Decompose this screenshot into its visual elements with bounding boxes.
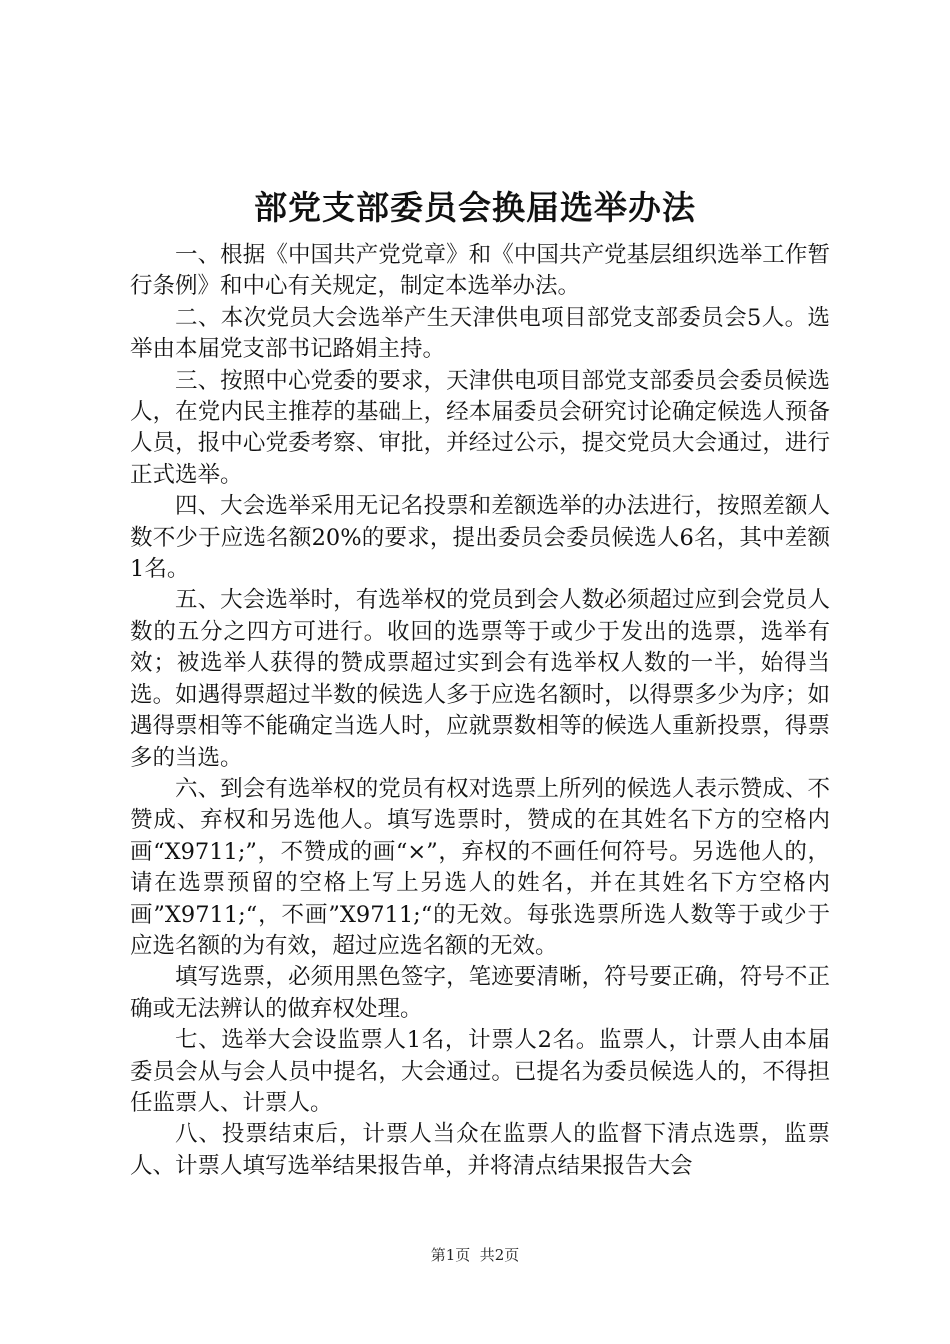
page-number: 第1页 共2页 <box>430 1246 520 1264</box>
paragraph-7: 填写选票，必须用黑色签字，笔迹要清晰，符号要正确，符号不正确或无法辨认的做弃权处理。 <box>130 964 830 1022</box>
paragraph-8: 七、选举大会设监票人1名，计票人2名。监票人，计票人由本届委员会从与会人员中提名，大会通过。已提名为委员候选人的，不得担任监票人、计票人。 <box>130 1027 830 1116</box>
paragraph-4: 四、大会选举采用无记名投票和差额选举的办法进行，按照差额人数不少于应选名额20%的要求，提出委员会委员候选人6名，其中差额1名。 <box>130 493 830 583</box>
paragraph-9: 八、投票结束后，计票人当众在监票人的监督下清点选票，监票人、计票人填写选举结果报告单，并将清点结果报告大会 <box>130 1121 830 1179</box>
page-footer <box>0 1244 950 1266</box>
paragraph-2: 二、本次党员大会选举产生天津供电项目部党支部委员会5人。选举由本届党支部书记路娟主持。 <box>130 304 830 363</box>
paragraph-5: 五、大会选举时，有选举权的党员到会人数必须超过应到会党员人数的五分之四方可进行。收回的选票等于或少于发出的选票，选举有效；被选举人获得的赞成票超过实到会有选举权人数的一半，始得当选。如遇得票超过半数的候选人多于应选名额时，以得票多少为序；如遇得票相等不能确定当选人时，应就票数相等的候选人重新投票，得票多的当选。 <box>130 587 830 771</box>
paragraph-3: 三、按照中心党委的要求，天津供电项目部党支部委员会委员候选人，在党内民主推荐的基础上，经本届委员会研究讨论确定候选人预备人员，报中心党委考察、审批，并经过公示，提交党员大会通过，进行正式选举。 <box>130 367 830 488</box>
paragraph-1: 一、根据《中国共产党党章》和《中国共产党基层组织选举工作暂行条例》和中心有关规定，制定本选举办法。 <box>130 242 830 300</box>
paragraph-6: 六、到会有选举权的党员有权对选票上所列的候选人表示赞成、不赞成、弃权和另选他人。填写选票时，赞成的在其姓名下方的空格内画“X9711;”，不赞成的画“×”，弃权的不画任何符号。另选他人的，请在选票预留的空格上写上另选人的姓名，并在其姓名下方空格内画”X9711;“，不画”X9711;“的无效。每张选票所选人数等于或少于应选名额的为有效，超过应选名额的无效。 <box>130 775 830 959</box>
document-title: 部党支部委员会换届选举办法 <box>254 188 696 227</box>
document-body <box>130 240 830 1182</box>
